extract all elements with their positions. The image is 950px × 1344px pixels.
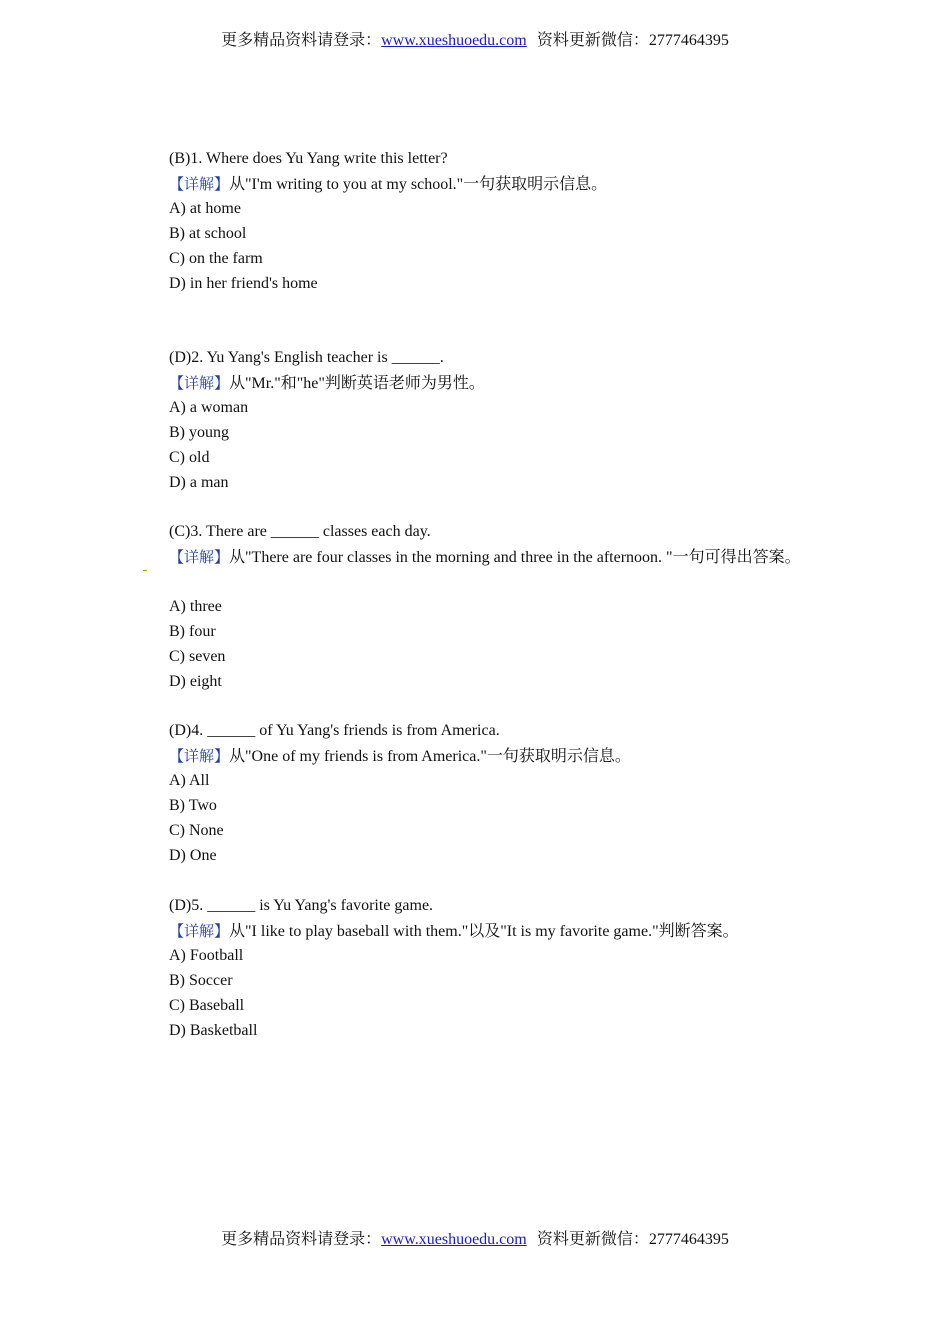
- detail-4: [169, 746, 631, 767]
- q4-option-b: B) Two: [169, 797, 217, 814]
- question-3: (C)3. There are ______ classes each day.: [169, 523, 431, 540]
- detail-text-4: 从"One of my friends is from America."一句获取明示信息。: [229, 748, 631, 765]
- q4-option-a: A) All: [169, 772, 210, 789]
- stray-mark: [143, 570, 147, 571]
- q2-option-c: C) old: [169, 449, 210, 466]
- detail-tag-5: 【详解】: [169, 922, 230, 940]
- detail-text-2: 从"Mr."和"he"判断英语老师为男性。: [229, 375, 485, 392]
- detail-text-3: 从"There are four classes in the morning and three in the afternoon. "一句可得出答案。: [229, 549, 801, 566]
- question-1: (B)1. Where does Yu Yang write this letter?: [169, 150, 448, 167]
- q5-option-d: D) Basketball: [169, 1022, 258, 1039]
- q1-option-c: C) on the farm: [169, 250, 263, 267]
- q2-option-a: A) a woman: [169, 399, 249, 416]
- q5-option-b: B) Soccer: [169, 972, 233, 989]
- detail-tag-1: 【详解】: [169, 175, 230, 193]
- q5-option-a: A) Football: [169, 947, 244, 964]
- header-site-link[interactable]: www.xueshuoedu.com: [381, 32, 527, 49]
- q3-option-c: C) seven: [169, 648, 226, 665]
- detail-tag-4: 【详解】: [169, 747, 230, 765]
- q3-option-d: D) eight: [169, 673, 222, 690]
- detail-5: [169, 921, 739, 942]
- detail-2: [169, 373, 485, 394]
- footer-wechat-label: 资料更新微信：: [536, 1229, 649, 1248]
- question-4: (D)4. ______ of Yu Yang's friends is from America.: [169, 722, 500, 739]
- question-2: (D)2. Yu Yang's English teacher is ______.: [169, 349, 444, 366]
- footer-prefix: 更多精品资料请登录：: [221, 1229, 382, 1248]
- page-header: [0, 30, 950, 51]
- detail-3: [169, 547, 801, 568]
- page-footer: [0, 1229, 950, 1250]
- header-prefix: 更多精品资料请登录：: [221, 30, 382, 49]
- header-wechat-label: 资料更新微信：: [536, 30, 649, 49]
- q3-option-b: B) four: [169, 623, 216, 640]
- footer-wechat-number: 2777464395: [648, 1231, 729, 1248]
- question-5: (D)5. ______ is Yu Yang's favorite game.: [169, 897, 434, 914]
- detail-tag-3: 【详解】: [169, 548, 230, 566]
- detail-tag-2: 【详解】: [169, 374, 230, 392]
- q2-option-b: B) young: [169, 424, 229, 441]
- detail-text-1: 从"I'm writing to you at my school."一句获取明示信息。: [229, 176, 608, 193]
- q4-option-d: D) One: [169, 847, 217, 864]
- detail-text-5: 从"I like to play baseball with them."以及"It is my favorite game."判断答案。: [229, 923, 739, 940]
- header-wechat-number: 2777464395: [648, 32, 729, 49]
- footer-site-link[interactable]: www.xueshuoedu.com: [381, 1231, 527, 1248]
- q1-option-a: A) at home: [169, 200, 241, 217]
- q1-option-d: D) in her friend's home: [169, 275, 318, 292]
- q2-option-d: D) a man: [169, 474, 229, 491]
- q5-option-c: C) Baseball: [169, 997, 245, 1014]
- detail-1: [169, 174, 607, 195]
- q1-option-b: B) at school: [169, 225, 247, 242]
- q3-option-a: A) three: [169, 598, 222, 615]
- q4-option-c: C) None: [169, 822, 224, 839]
